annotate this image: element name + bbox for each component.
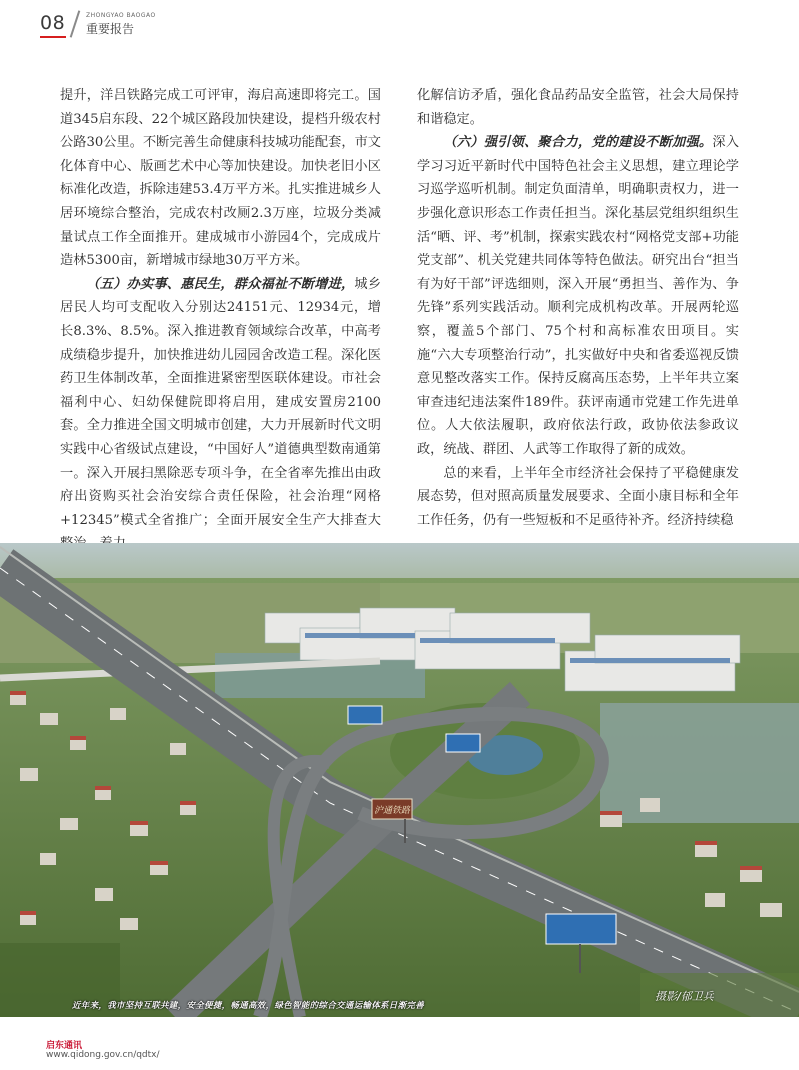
section-heading-5: （五）办实事、惠民生，群众福祉不断增进， bbox=[86, 276, 355, 292]
left-paragraph-2 bbox=[60, 273, 381, 556]
billboard-label: 沪通铁路 bbox=[373, 806, 411, 816]
right-column bbox=[417, 84, 739, 532]
section-heading-6: （六）强引领、聚合力，党的建设不断加强。 bbox=[443, 135, 713, 151]
left-paragraph-2-body: 城乡居民人均可支配收入分别达24151元、12934元，增长8.3%、8.5%。深入推进教育领域综合改革，中高考成绩稳步提升，加快推进幼儿园园舍改造工程。深化医药卫生体制改革，全面推进紧密型医联体建设。市社会福利中心、妇幼保健院即将启用，建成安置房2100套。全力推进全国文明城市创建，大力开展新时代文明实践中心省级试点建设，“中国好人”道德典型数南通第一。深入开展扫黑除恶专项斗争，在全省率先推出由政府出资购买社会治安综合责任保险，社会治理“网格+12345”模式全省推广；全面开展安全生产大排查大 bbox=[60, 276, 382, 528]
footer-url-link[interactable]: www.qidong.gov.cn/qdtx/ bbox=[46, 1050, 160, 1060]
section-pinyin: ZHONGYAO BAOGAO bbox=[86, 12, 156, 19]
photo-caption: 近年来，我市坚持互联共建，安全便捷，畅通高效，绿色智能的综合交通运输体系日渐完善 bbox=[72, 1001, 425, 1011]
left-column bbox=[60, 84, 381, 556]
right-paragraph-2 bbox=[417, 131, 739, 461]
right-paragraph-1: 化解信访矛盾，强化食品药品安全监管，社会大局保持和谐稳定。 bbox=[417, 88, 739, 127]
page-number-accent bbox=[40, 36, 66, 38]
page-number: 08 bbox=[40, 12, 66, 34]
right-paragraph-2-body: 深入学习习近平新时代中国特色社会主义思想，建立理论学习巡学巡听机制。制定负面清单，明确职责权力，进一步强化意识形态工作责任担当。深化基层党组织组织生活“晒、评、考”机制，探索实践农村“网格党支部+功能党支部”、机关党建共同体等特色做法。研究出台“担当有为好干部”评选细则，深入开展“勇担当、善作为、争先锋”系列实践活动。顺利完成机构改革。开展两轮巡察，覆盖5个部门、75个村和高标准农田项目。实施“六大专项整治行动”，扎实做好中央和省委巡视反馈意见整改落实工作。保持反腐高压态势，上半年共立案审查违纪违法案件189件。获评南通市党建工作先进单位。人大依法履职，政府依法行政，政协依法参政议政，统战、群团、人武等工作取得了新的成效。 bbox=[417, 135, 740, 457]
left-paragraph-1: 提升，洋吕铁路完成工可评审，海启高速即将完工。国道345启东段、22个城区路段加快建设，提档升级农村公路30公里。不断完善生命健康科技城功能配套，市文化体育中心、版画艺术中心等加快建设。加快老旧小区标准化改造，拆除违建53.4万平方米。扎实推进城乡人居环境综合整治，完成农村改厕2.3万座，垃圾分类减量试点工作全面推开。建成城市小游园4个，完成成片造林5300亩，新增城市绿地30万平方米。 bbox=[60, 88, 381, 269]
section-title: 重要报告 bbox=[86, 22, 135, 36]
photo-credit: 摄影/郁卫兵 bbox=[655, 990, 714, 1003]
footer-magazine-name: 启东通讯 bbox=[46, 1041, 83, 1051]
aerial-highway-photo bbox=[0, 543, 799, 1017]
right-paragraph-3: 总的来看，上半年全市经济社会保持了平稳健康发展态势，但对照高质量发展要求、全面小康目标和全年工作任务，仍有一些短板和不足亟待补齐。经济持续稳 bbox=[417, 465, 739, 528]
page-header bbox=[0, 0, 799, 40]
header-divider bbox=[70, 10, 81, 37]
